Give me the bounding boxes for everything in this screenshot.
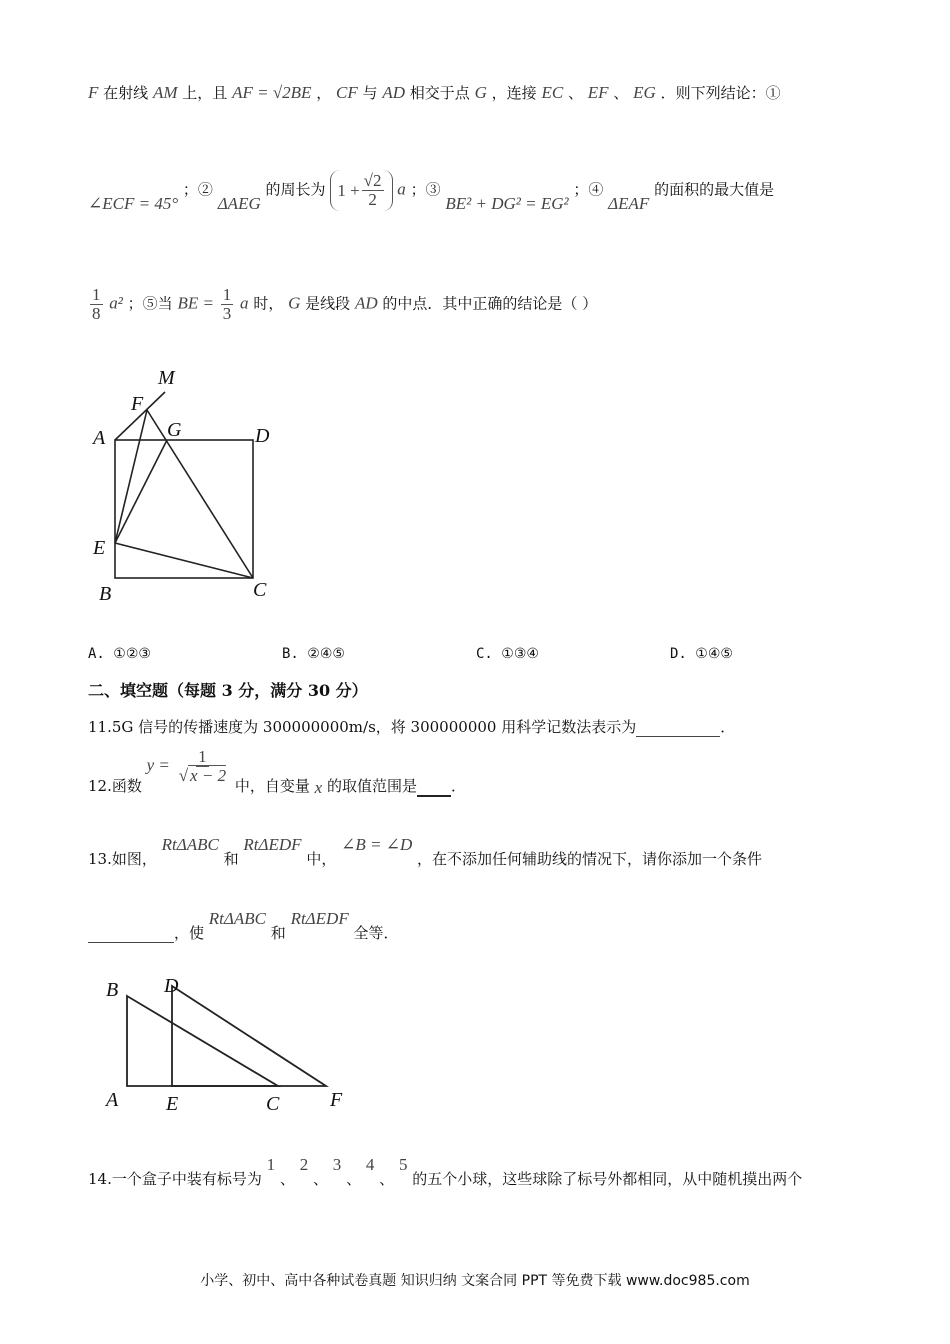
- label-b: B: [99, 583, 112, 605]
- label-b: B: [106, 979, 119, 1001]
- square-abcd: [115, 440, 253, 578]
- label-e: E: [166, 1093, 179, 1115]
- label-f: F: [330, 1089, 343, 1111]
- fraction: $\frac{√2}{2}$: [363, 171, 382, 209]
- choice-d[interactable]: D. ①④⑤: [670, 646, 733, 662]
- page-footer: 小学、初中、高中各种试卷真题 知识归纳 文案合同 PPT 等免费下载 www.doc985.com: [200, 1273, 750, 1289]
- fraction-one-third: $\frac{1}{3}$: [222, 285, 232, 323]
- label-a: A: [106, 1089, 119, 1111]
- label-e: E: [93, 537, 106, 559]
- q13-line1: 13.如图， RtΔABC 和 RtΔEDF 中， ∠B = ∠D ，在不添加任何辅助线的情况下，请你添加一个条件: [88, 835, 763, 868]
- q12-answer-blank[interactable]: [417, 777, 451, 797]
- square-figure: [85, 360, 285, 610]
- q11: 11.5G 信号的传播速度为 300000000m/s，将 300000000 用科学记数法表示为 ．: [88, 718, 736, 736]
- segment-eg: [115, 440, 167, 543]
- label-d: D: [255, 425, 270, 447]
- label-f: F: [131, 393, 144, 415]
- q10-line1: F 在射线 AM 上，且 AF = √2BE ， CF 与 AD 相交于点 G ，连接 EC 、 EF 、 EG ．则下列结论：①: [88, 83, 781, 102]
- fraction-one-eighth: $\frac{1}{8}$: [92, 285, 101, 323]
- triangles-figure: [100, 968, 360, 1118]
- segment-ef: [115, 410, 147, 543]
- label-a: A: [93, 427, 106, 449]
- label-g: G: [167, 419, 182, 441]
- label-c: C: [253, 579, 267, 601]
- fraction-function: $\frac{1}{√ x - 2}$: [178, 747, 227, 785]
- q10-line3: $\frac{1}{8}$ a² ；⑤当 BE = $\frac{1}{3}$ a 时， G 是线段 AD 的中点．其中正确的结论是（ ）: [92, 285, 598, 323]
- label-c: C: [266, 1093, 280, 1115]
- choice-c[interactable]: C. ①③④: [476, 646, 539, 662]
- q12: 12.函数 y = $\frac{1}{√ x - 2}$ 中，自变量 x 的取值范围是 ．: [88, 747, 467, 797]
- label-d: D: [164, 975, 179, 997]
- q13-answer-blank[interactable]: [88, 924, 174, 943]
- choice-a[interactable]: A. ①②③: [88, 646, 151, 662]
- perimeter-expression: 1 + $\frac{√2}{2}$: [330, 170, 392, 211]
- label-m: M: [158, 367, 175, 389]
- q10-line2: ∠ECF = 45° ；② ΔAEG 的周长为 1 + $\frac{√2}{2}$ a ；③ BE² + DG² = EG² ；④ ΔEAF 的面积的最大值是: [88, 171, 775, 213]
- q14: 14.一个盒子中装有标号为 1 、 2 、 3 、 4 、 5 的五个小球，这些球除了标号外都相同，从中随机摸出两个: [88, 1155, 803, 1188]
- q13-line2: ，使 RtΔABC 和 RtΔEDF 全等．: [88, 908, 399, 929]
- segment-fc: [147, 410, 253, 578]
- section-heading: 二、填空题（每题 3 分，满分 30 分）: [88, 681, 368, 700]
- q11-answer-blank[interactable]: [636, 718, 720, 737]
- choice-b[interactable]: B. ②④⑤: [282, 646, 345, 662]
- segment-ec: [115, 543, 253, 578]
